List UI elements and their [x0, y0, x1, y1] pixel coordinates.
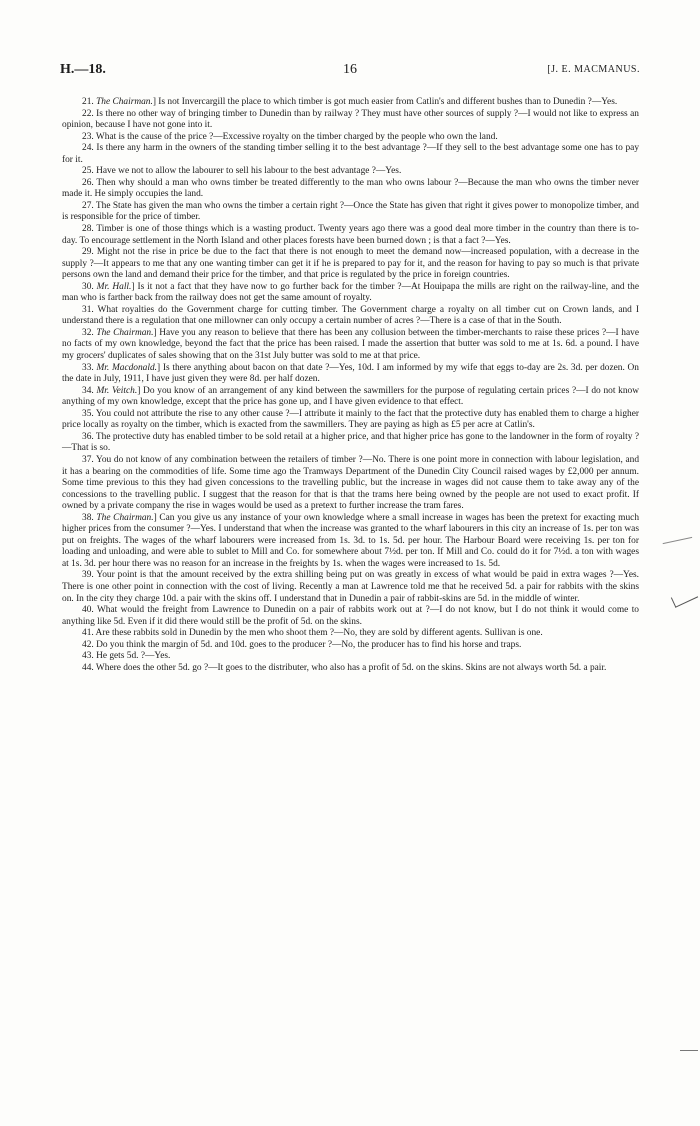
- question-text: ] Have you any reason to believe that there has been any collusion between the timber-merchants to raise these prices ?—I have no facts of my own knowledge, beyond the fact that the price has been raised. I made the assertion that butter was sold to me at 1s. 6d. a pound. I have my grocers' duplicates of sales showing that on the 31st July butter was sold to me at that price.: [62, 327, 639, 362]
- question-paragraph: [62, 97, 639, 109]
- question-paragraph: [62, 455, 639, 513]
- question-text: ] Can you give us any instance of your own knowledge where a small increase in wages has been the pretext for exacting much higher prices from the consumer ?—Yes. I understand that when the increase was granted to the wharf labourers in this city an increase of 1s. per ton was put on freights. The wages of the wharf labourers were increased from 1s. 3d. to 1s. 5d. per hour. The Harbour Board were receiving 1s. per ton for loading and unloading, and were able to sublet to Mill and Co. for somewhere about 7½d. per ton. If Mill and Co. could do it for 7½d. a ton with wages at 1s. 3d. per hour there was no reason for an increase in the freights by 1s. when the wages were increased to 1s. 5d.: [62, 512, 640, 569]
- question-text: What is the cause of the price ?—Excessive royalty on the timber charged by the people who own the land.: [95, 131, 498, 142]
- question-text: Have we not to allow the labourer to sell his labour to the best advantage ?—Yes.: [96, 166, 402, 177]
- question-paragraph: [62, 109, 639, 132]
- speaker-name: Mr. Macdonald.: [96, 362, 157, 373]
- question-paragraph: [62, 305, 639, 328]
- speaker-name: Mr. Veitch.: [96, 385, 138, 396]
- question-paragraph: [62, 328, 639, 363]
- question-text: Then why should a man who owns timber be treated differently to the man who owns labour ?—Because the man who owns the timber never made it. He simply occupies the land.: [62, 177, 639, 200]
- page-number: 16: [343, 62, 357, 77]
- question-text: You could not attribute the rise to any other cause ?—I attribute it mainly to the fact that the protective duty has enabled them to charge a higher price locally as royalty on the timber, which is exacted from the sawmillers. They are paying as high as £5 per acre at Catlin's.: [62, 408, 639, 431]
- question-text: Are these rabbits sold in Dunedin by the men who shoot them ?—No, they are sold by different agents. Sullivan is one.: [95, 628, 543, 639]
- question-number: 42.: [82, 639, 94, 650]
- question-number: 43.: [82, 651, 94, 662]
- margin-pencil-mark: [680, 1050, 698, 1051]
- question-number: 32.: [82, 327, 94, 338]
- question-paragraph: [62, 224, 639, 247]
- question-paragraph: [62, 605, 639, 628]
- question-number: 41.: [82, 628, 94, 639]
- question-text: Do you think the margin of 5d. and 10d. goes to the producer ?—No, the producer has to find his horse and traps.: [96, 639, 522, 650]
- question-number: 37.: [82, 454, 94, 465]
- question-number: 23.: [82, 131, 94, 142]
- question-number: 25.: [82, 166, 94, 177]
- question-paragraph: [62, 386, 639, 409]
- question-paragraph: [62, 663, 639, 675]
- question-paragraph: [62, 651, 639, 663]
- question-text: Might not the rise in price be due to the fact that there is not enough to meet the demand now—increased population, with a decrease in the supply ?—It appears to me that any one wanting timber can get it if he is prepared to pay for it, and the reason for having to pay so much is that private persons own the land and demand their price for the timber, and that price is regulated by the price in foreign countries.: [62, 247, 640, 281]
- question-text: ] Do you know of an arrangement of any kind between the sawmillers for the purpose of regulating certain prices ?—I do not know anything of my own knowledge, except that the price has gone up, and I have given evidence to that effect.: [62, 385, 639, 408]
- question-text: Timber is one of those things which is a wasting product. Twenty years ago there was a good deal more timber in the country than there is to-day. To encourage settlement in the North Island and other places forests have been burned down ; is that a fact ?—Yes.: [62, 224, 639, 246]
- question-number: 38.: [82, 512, 94, 523]
- speaker-name: The Chairman.: [96, 97, 153, 107]
- speaker-name: The Chairman.: [96, 512, 154, 523]
- page-header: [60, 62, 640, 82]
- question-text: ] Is not Invercargill the place to which timber is got much easier from Catlin's and different bushes than to Dunedin ?—Yes.: [152, 97, 618, 107]
- question-number: 22.: [82, 108, 94, 119]
- margin-pencil-mark: [671, 587, 698, 608]
- question-number: 31.: [82, 304, 94, 315]
- question-text: The State has given the man who owns the timber a certain right ?—Once the State has given that right it gives power to monopolize timber, and is responsible for the price of timber.: [62, 200, 639, 223]
- question-paragraph: [62, 143, 639, 166]
- question-number: 36.: [82, 431, 94, 442]
- question-number: 29.: [82, 247, 94, 258]
- question-text: Your point is that the amount received by the extra shilling being put on was greatly in excess of what would be paid in extra wages ?—Yes. There is one other point in connection with the cost of living. Recently a man at Lawrence told me that he received 5d. a pair for rabbits with the skins on. In the city they charge 10d. a pair with the skins off. I understand that in Dunedin a pair of rabbit-skins are 5d. in the middle of winter.: [62, 570, 639, 604]
- witness-name: [J. E. MACMANUS.: [547, 64, 640, 75]
- question-number: 27.: [82, 200, 94, 211]
- question-number: 24.: [82, 143, 94, 154]
- question-number: 39.: [82, 570, 94, 581]
- question-paragraph: [62, 513, 639, 571]
- question-text: You do not know of any combination between the retailers of timber ?—No. There is one point more in connection with labour legislation, and it has a bearing on the commodities of life. Some time ago the Tramways Department of the Dunedin City Council raised wages by £2,000 per annum. Some time previous to this they had given concessions to the travelling public, but the increase in wages did not cause them to take away any of the concessions to the travelling public. I suggest that the reason for that is that the trams here being owned by the people are not used to exact profit. If owned by a private company the rise in wages would be used as a pretext to further increase the tram fares.: [62, 454, 640, 512]
- question-paragraph: [62, 247, 639, 282]
- question-number: 30.: [82, 281, 94, 292]
- question-number: 34.: [82, 385, 94, 396]
- question-text: Where does the other 5d. go ?—It goes to the distributer, who also has a profit of 5d. on the skins. Skins are not always worth 5d. a pair.: [95, 662, 607, 673]
- document-code: H.—18.: [60, 62, 106, 77]
- question-text: Is there any harm in the owners of the standing timber selling it to the best advantage ?—If they sell to the best advantage some one has to pay for it.: [62, 143, 640, 165]
- question-number: 35.: [82, 408, 94, 419]
- question-text: What would the freight from Lawrence to Dunedin on a pair of rabbits work out at ?—I do not know, but I do not think it would come to anything like 5d. Even if it did there would still be the profit of 5d. on the skins.: [62, 605, 639, 627]
- question-number: 33.: [82, 362, 94, 373]
- question-paragraph: [62, 178, 639, 201]
- question-text: The protective duty has enabled timber to be sold retail at a higher price, and that higher price has gone to the landowner in the form of royalty ?—That is so.: [62, 431, 639, 454]
- question-number: 44.: [82, 662, 94, 673]
- question-paragraph: [62, 628, 639, 640]
- question-text: Is there no other way of bringing timber to Dunedin than by railway ? They must have other sources of supply ?—I would not like to express an opinion, because I have not gone into it.: [62, 108, 639, 131]
- speaker-name: The Chairman.: [96, 327, 154, 338]
- question-paragraph: [62, 132, 639, 144]
- question-text: What royalties do the Government charge for cutting timber. The Government charge a royalty on all timber cut on Crown lands, and I understand there is a regulation that one millowner can only occupy a certain number of acres ?—There is a case of that in the South.: [62, 304, 639, 327]
- margin-pencil-mark: [662, 533, 692, 544]
- question-number: 28.: [82, 224, 94, 235]
- question-text: He gets 5d. ?—Yes.: [96, 651, 171, 662]
- question-paragraph: [62, 640, 639, 652]
- question-paragraph: [62, 409, 639, 432]
- document-body: [62, 97, 639, 674]
- question-paragraph: [62, 282, 639, 305]
- question-number: 40.: [82, 605, 94, 616]
- question-number: 21.: [82, 97, 94, 107]
- question-number: 26.: [82, 177, 94, 188]
- question-paragraph: [62, 432, 639, 455]
- question-paragraph: [62, 166, 639, 178]
- question-paragraph: [62, 201, 639, 224]
- question-paragraph: [62, 570, 639, 605]
- question-paragraph: [62, 363, 639, 386]
- speaker-name: Mr. Hall.: [96, 281, 132, 292]
- question-text: ] Is it not a fact that they have now to go further back for the timber ?—At Houipapa the mills are right on the railway-line, and the man who is farther back from the railway does not get the same amount of royalty.: [62, 281, 640, 304]
- question-text: ] Is there anything about bacon on that date ?—Yes, 10d. I am informed by my wife that eggs to-day are 2s. 3d. per dozen. On the date in July, 1911, I have just given they were 8d. per half dozen.: [62, 362, 639, 385]
